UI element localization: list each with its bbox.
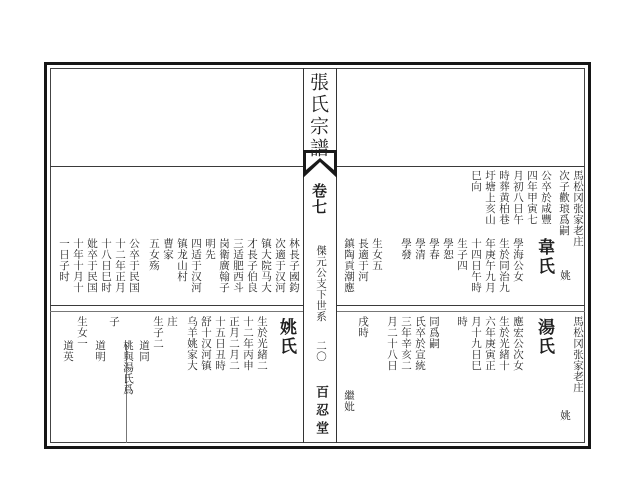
right-lower-col-9: 氏卒於宣統 (414, 316, 426, 371)
right-lower-col-2: 姚 (559, 410, 571, 421)
left-upper-col-17: 一日子时 (58, 238, 70, 282)
right-lower-col-5: 六年庚寅正 (484, 316, 496, 371)
left-upper-col-2: 次適于汉河 (274, 238, 286, 293)
right-mid-col-4: 十四日午時 (470, 238, 482, 293)
right-upper-col-8: 圩塘上亥山 (484, 170, 496, 225)
right-mid-col-5: 生子四 (456, 238, 468, 271)
right-upper-col-7: 時葬黄柏巷 (498, 170, 510, 225)
right-sub-divider (337, 311, 585, 312)
left-upper-col-10: 曹家 (162, 238, 174, 260)
left-upper-col-11: 五女殇 (148, 238, 160, 271)
right-mid-col-8: 學清 (414, 238, 426, 260)
hall-name: 百忍堂 (313, 385, 328, 439)
right-mid-col-3: 年庚午九月 (484, 238, 496, 293)
upper-wife-name: 韋氏 (534, 238, 554, 276)
section-label: 傑元公支下世系 (315, 245, 327, 322)
right-mid-col-12: 鎮陶貢潮應 (343, 238, 355, 293)
right-mid-col-6: 學恕 (442, 238, 454, 260)
left-lower-col-8: 生子二 (152, 316, 164, 349)
left-lower-col-14: 道英 (62, 340, 74, 362)
left-upper-col-13: 十二年正月 (114, 238, 126, 293)
left-lower-col-9: 道同 (138, 340, 150, 362)
left-upper-col-5: 三适肥西斗 (232, 238, 244, 293)
right-mid-col-1: 學海公女 (512, 238, 524, 282)
left-upper-col-9: 镇龙山村 (176, 238, 188, 282)
right-upper-col-2: 姚 (559, 270, 571, 281)
right-lower-col-3: 應宏公次女 (512, 316, 524, 371)
right-lower-col-7: 時 (456, 316, 468, 327)
left-upper-col-3: 镇大院马大 (260, 238, 272, 293)
left-upper-col-12: 公卒于民国 (128, 238, 140, 293)
left-upper-col-6: 岗衛廣翰子 (218, 238, 230, 293)
left-lower-divider (50, 305, 303, 306)
right-mid-col-9: 學發 (400, 238, 412, 260)
left-lower-wife-name: 姚氏 (276, 318, 296, 356)
right-lower-col-4: 生於光緒十 (498, 316, 510, 371)
right-lower-col-11: 月二十八日 (386, 316, 398, 371)
left-upper-divider (50, 166, 303, 167)
right-lower-col-1: 馬松冈张家老庄 (572, 316, 584, 393)
left-lower-col-5: 舒十汉河镇 (200, 316, 212, 371)
right-upper-col-5: 四年甲寅七 (526, 170, 538, 225)
left-lower-col-13: 生女一 (76, 316, 88, 349)
right-lower-divider (337, 305, 585, 306)
right-lower-col-8: 同爲嗣 (428, 316, 440, 349)
right-mid-col-2: 生於同治九 (498, 238, 510, 293)
right-mid-col-7: 學春 (428, 238, 440, 260)
left-upper-col-4: 才長子伯良 (246, 238, 258, 293)
left-lower-col-7: 庄 (166, 316, 178, 327)
left-lower-col-10: 子 (108, 316, 120, 327)
page-number: 二〇 (315, 340, 327, 362)
left-upper-col-8: 四适于汉河 (190, 238, 202, 293)
left-upper-col-14: 十八日巳时 (100, 238, 112, 293)
left-lower-col-6: 乌羊姚家大 (186, 316, 198, 371)
left-upper-col-1: 林長子國鈞 (288, 238, 300, 293)
right-upper-col-4: 公卒於咸豐 (540, 170, 552, 225)
right-mid-col-10: 生女五 (371, 238, 383, 271)
left-lower-col-3: 正月二月二 (228, 316, 240, 371)
left-upper-col-7: 明先 (204, 238, 216, 260)
lower-wife-name: 湯氏 (534, 318, 554, 356)
genealogy-title: 張氏宗譜 (307, 72, 329, 160)
right-upper-col-1: 馬松冈张家老庄 (572, 170, 584, 247)
right-lower-col-13: 繼妣 (343, 390, 355, 412)
right-upper-divider (337, 166, 585, 167)
right-mid-col-11: 長適于河 (357, 238, 369, 282)
left-upper-col-16: 十年十月十 (72, 238, 84, 293)
left-lower-col-2: 十二年丙申 (242, 316, 254, 371)
right-upper-col-3: 次子歡琅爲嗣 (558, 170, 570, 236)
left-lower-col-11: 桃與湯氏爲 (122, 340, 134, 395)
right-lower-col-6: 月十九日巳 (470, 316, 482, 371)
right-lower-col-10: 三年辛亥二 (400, 316, 412, 371)
left-lower-col-12: 道明 (94, 340, 106, 362)
volume-label: 卷七 (310, 183, 328, 215)
right-upper-col-6: 月初八日午 (512, 170, 524, 225)
left-lower-col-4: 十五日丑時 (214, 316, 226, 371)
right-upper-col-9: 巳向 (470, 170, 482, 192)
left-sub-divider (50, 311, 303, 312)
left-upper-col-15: 妣卒于民国 (86, 238, 98, 293)
right-lower-col-12: 戌時 (357, 316, 369, 338)
left-lower-col-1: 生於光緒二 (256, 316, 268, 371)
